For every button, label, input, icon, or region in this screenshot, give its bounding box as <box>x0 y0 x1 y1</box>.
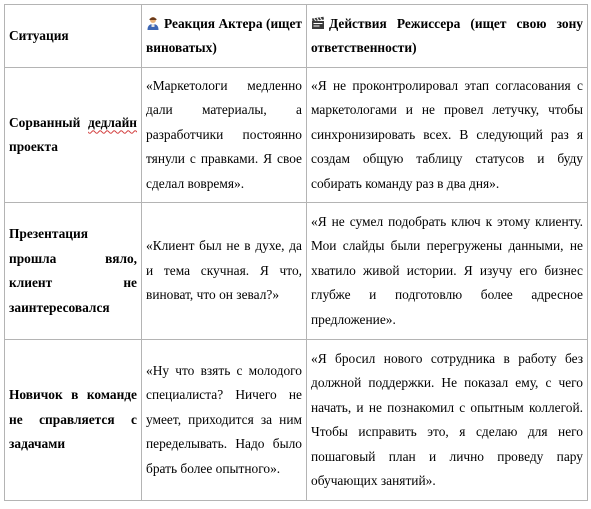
situation-cell <box>5 68 142 203</box>
situation-text: Сорванный дедлайн проекта <box>9 114 137 154</box>
situation-cell <box>5 203 142 340</box>
director-action-cell <box>307 68 588 203</box>
director-action-text: «Я не сумел подобрать ключ к этому клиенту. Мои слайды были перегружены данными, не хватило живой истории. Я изучу его бизнес глубже и подготовлю более адресное предложение». <box>311 213 583 327</box>
header-situation-label: Ситуация <box>9 27 69 43</box>
director-action-text: «Я не проконтролировал этап согласования с маркетологами и не провел летучку, чтобы синхронизировать всех. В следующий раз я создам общую таблицу статусов и буду собирать команду раз в два дня». <box>311 77 583 191</box>
director-action-cell <box>307 340 588 501</box>
situation-text: Презентация прошла вяло, клиент не заинтересовался <box>9 226 137 315</box>
director-action-cell <box>307 203 588 340</box>
actor-reaction-text: «Клиент был не в духе, да и тема скучная. Я что, виноват, что он зевал?» <box>146 238 302 303</box>
situation-cell <box>5 340 142 501</box>
comparison-table <box>4 4 588 501</box>
header-actor-label: Реакция Актера (ищет виноватых) <box>146 15 302 55</box>
header-director <box>307 5 588 68</box>
actor-reaction-text: «Ну что взять с молодого специалиста? Ничего не умеет, приходится за ним переделывать. Надо было брать более опытного». <box>146 362 302 476</box>
table-row <box>5 203 588 340</box>
actor-reaction-cell <box>142 68 307 203</box>
header-situation <box>5 5 142 68</box>
actor-reaction-text: «Маркетологи медленно дали материалы, а разработчики постоянно тянули с правками. Я свое сделал вовремя». <box>146 77 302 191</box>
table-row <box>5 68 588 203</box>
header-actor <box>142 5 307 68</box>
header-director-label: Действия Режиссера (ищет свою зону ответственности) <box>311 15 583 55</box>
table-header-row <box>5 5 588 68</box>
actor-reaction-cell <box>142 203 307 340</box>
table-row <box>5 340 588 501</box>
clapperboard-icon <box>311 16 325 30</box>
situation-text: Новичок в команде не справляется с задачами <box>9 387 137 452</box>
actor-reaction-cell <box>142 340 307 501</box>
director-action-text: «Я бросил нового сотрудника в работу без должной поддержки. Не показал ему, с чего начать, и не познакомил с опытным коллегой. Чтобы исправить это, я сделаю для него пошаговый план и лично проведу пару обучающих занятий». <box>311 350 583 488</box>
person-icon <box>146 16 160 30</box>
spellcheck-marked-word: дедлайн <box>88 114 137 130</box>
